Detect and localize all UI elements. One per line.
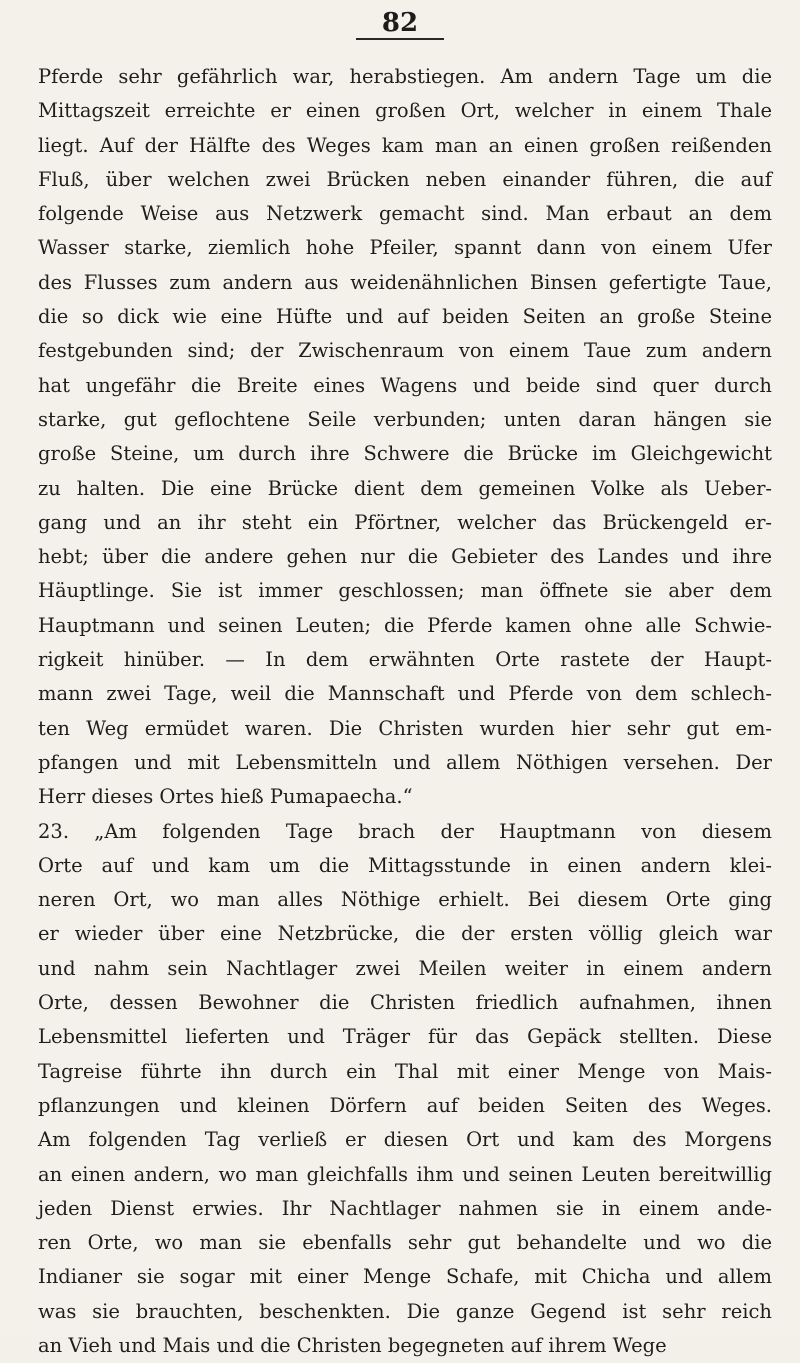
text-line: Pferde sehr gefährlich war, herabstiegen. Am andern Tage um die xyxy=(38,65,772,88)
text-line: Hauptmann und seinen Leuten; die Pferde kamen ohne alle Schwie- xyxy=(38,613,772,637)
text-line: Herr dieses Ortes hieß Pumapaecha.“ xyxy=(38,785,413,809)
body-text xyxy=(38,60,772,1363)
text-line: Am folgenden Tag verließ er diesen Ort und kam des Morgens xyxy=(38,1128,772,1152)
text-line: folgende Weise aus Netzwerk gemacht sind. Man erbaut an dem xyxy=(38,202,772,226)
text-line: hebt; über die andere gehen nur die Gebieter des Landes und ihre xyxy=(38,545,772,569)
text-line: festgebunden sind; der Zwischenraum von einem Taue zum andern xyxy=(38,339,772,363)
text-line: Indianer sie sogar mit einer Menge Schafe, mit Chicha und allem xyxy=(38,1265,772,1289)
text-line: Wasser starke, ziemlich hohe Pfeiler, spannt dann von einem Ufer xyxy=(38,236,772,260)
text-line: 23. „Am folgenden Tage brach der Hauptmann von diesem xyxy=(38,819,772,843)
text-line: mann zwei Tage, weil die Mannschaft und Pferde von dem schlech- xyxy=(38,682,772,706)
text-line: Mittagszeit erreichte er einen großen Ort, welcher in einem Thale xyxy=(38,99,772,123)
text-line: liegt. Auf der Hälfte des Weges kam man an einen großen reißenden xyxy=(38,133,772,157)
text-line: hat ungefähr die Breite eines Wagens und beide sind quer durch xyxy=(38,373,772,397)
page-number: 82 xyxy=(381,8,419,38)
text-line: rigkeit hinüber. — In dem erwähnten Orte rastete der Haupt- xyxy=(38,648,772,672)
text-line: gang und an ihr steht ein Pförtner, welcher das Brückengeld er- xyxy=(38,510,772,534)
text-line: zu halten. Die eine Brücke dient dem gemeinen Volke als Ueber- xyxy=(38,476,772,500)
text-line: große Steine, um durch ihre Schwere die Brücke im Gleichgewicht xyxy=(38,442,772,466)
text-line: an einen andern, wo man gleichfalls ihm und seinen Leuten bereitwillig xyxy=(38,1162,772,1186)
text-line: des Flusses zum andern aus weidenähnlichen Binsen gefertigte Taue, xyxy=(38,270,772,294)
text-line: pfangen und mit Lebensmitteln und allem Nöthigen versehen. Der xyxy=(38,750,772,774)
text-line: ren Orte, wo man sie ebenfalls sehr gut behandelte und wo die xyxy=(38,1231,772,1255)
text-line: neren Ort, wo man alles Nöthige erhielt. Bei diesem Orte ging xyxy=(38,888,772,912)
text-line: Orte auf und kam um die Mittagsstunde in einen andern klei- xyxy=(38,853,772,877)
text-line: ten Weg ermüdet waren. Die Christen wurden hier sehr gut em- xyxy=(38,716,772,740)
text-line: jeden Dienst erwies. Ihr Nachtlager nahmen sie in einem ande- xyxy=(38,1196,772,1220)
text-line: Tagreise führte ihn durch ein Thal mit einer Menge von Mais- xyxy=(38,1059,772,1083)
text-line: Orte, dessen Bewohner die Christen friedlich aufnahmen, ihnen xyxy=(38,991,772,1015)
text-line: die so dick wie eine Hüfte und auf beiden Seiten an große Steine xyxy=(38,305,772,329)
text-line: was sie brauchten, beschenkten. Die ganze Gegend ist sehr reich xyxy=(38,1299,772,1323)
text-line: pflanzungen und kleinen Dörfern auf beiden Seiten des Weges. xyxy=(38,1093,772,1117)
text-line: Häuptlinge. Sie ist immer geschlossen; man öffnete sie aber dem xyxy=(38,579,772,603)
text-line: Fluß, über welchen zwei Brücken neben einander führen, die auf xyxy=(38,167,772,191)
text-line: Lebensmittel lieferten und Träger für das Gepäck stellten. Diese xyxy=(38,1025,772,1049)
text-line: an Vieh und Mais und die Christen begegneten auf ihrem Wege xyxy=(38,1333,667,1357)
text-line: und nahm sein Nachtlager zwei Meilen weiter in einem andern xyxy=(38,956,772,980)
text-line: er wieder über eine Netzbrücke, die der ersten völlig gleich war xyxy=(38,922,772,946)
text-line: starke, gut geflochtene Seile verbunden; unten daran hängen sie xyxy=(38,407,772,431)
header-rule xyxy=(356,38,444,40)
